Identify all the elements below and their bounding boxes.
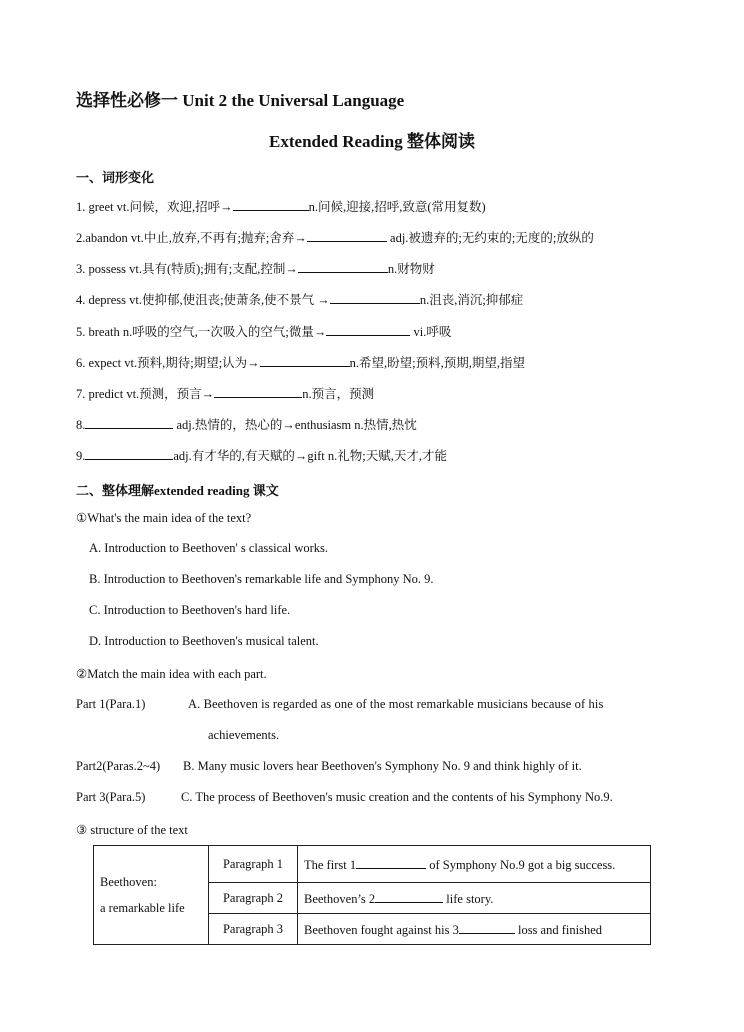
answer-option-d[interactable]: D. Introduction to Beethoven's musical talent.	[89, 634, 319, 648]
vocab-item-6	[76, 353, 525, 372]
vocab-item-text: 4. depress vt.使抑郁,使沮丧;使萧条,使不景气 →	[76, 293, 330, 307]
summary-text: Beethoven fought against his 3	[304, 922, 459, 937]
vocab-item-8	[76, 415, 417, 434]
part-statement-a: A. Beethoven is regarded as one of the most remarkable musicians because of his	[188, 697, 604, 711]
fill-blank[interactable]	[330, 290, 420, 304]
part-label-3: Part 3(Para.5)	[76, 790, 146, 804]
vocab-item-text: n.预言，预测	[302, 387, 375, 401]
vocab-item-9	[76, 446, 447, 465]
vocab-item-text: 7. predict vt.预测，预言→	[76, 387, 215, 401]
question-match: ②Match the main idea with each part.	[76, 667, 267, 681]
fill-blank[interactable]	[85, 446, 173, 460]
paragraph-summary	[298, 883, 651, 914]
section-heading-word-forms: 一、词形变化	[76, 170, 155, 185]
vocab-item-2	[76, 228, 594, 247]
summary-text: life story.	[443, 891, 494, 906]
fill-blank[interactable]	[85, 415, 173, 429]
fill-blank[interactable]	[326, 322, 410, 336]
vocab-item-text: n.财物财	[387, 262, 435, 276]
table-row	[94, 846, 651, 883]
answer-option-c[interactable]: C. Introduction to Beethoven's hard life.	[89, 603, 291, 617]
vocab-item-text: 2.abandon vt.中止,放弃,不再有;抛弃;舍弃→	[76, 231, 307, 245]
fill-blank[interactable]	[375, 890, 443, 903]
part-statement-b: B. Many music lovers hear Beethoven's Symphony No. 9 and think highly of it.	[183, 759, 582, 773]
section-heading-reading: 二、整体理解extended reading 课文	[76, 483, 279, 498]
vocab-item-text: n.问候,迎接,招呼,致意(常用复数)	[308, 200, 486, 214]
summary-text: loss and finished	[514, 922, 602, 937]
vocab-item-text: adj.热情的，热心的→enthusiasm n.热情,热忱	[173, 418, 417, 432]
answer-option-a[interactable]: A. Introduction to Beethoven' s classical works.	[89, 541, 329, 555]
table-left-line: a remarkable life	[100, 901, 185, 915]
fill-blank[interactable]	[298, 259, 388, 273]
vocab-item-1	[76, 197, 486, 216]
vocab-item-text: adj.有才华的,有天赋的→gift n.礼物;天赋,天才,才能	[173, 449, 447, 463]
summary-text: The first 1	[304, 857, 357, 872]
vocab-item-text: 3. possess vt.具有(特质);拥有;支配,控制→	[76, 262, 298, 276]
vocab-item-text: 6. expect vt.预料,期待;期望;认为→	[76, 356, 260, 370]
fill-blank[interactable]	[459, 921, 515, 934]
fill-blank[interactable]	[214, 384, 302, 398]
summary-text: Beethoven’s 2	[304, 891, 376, 906]
table-left-line: Beethoven:	[100, 875, 157, 889]
vocab-item-text: 1. greet vt.问候，欢迎,招呼→	[76, 200, 233, 214]
vocab-item-5	[76, 322, 451, 341]
part-label-1: Part 1(Para.1)	[76, 697, 146, 711]
fill-blank[interactable]	[307, 228, 387, 242]
vocab-item-text: 9.	[76, 449, 86, 463]
fill-blank[interactable]	[356, 856, 426, 869]
paragraph-label: Paragraph 3	[209, 914, 298, 945]
vocab-item-text: n.希望,盼望;预料,预期,期望,指望	[349, 356, 526, 370]
paragraph-summary	[298, 846, 651, 883]
paragraph-summary	[298, 914, 651, 945]
summary-text: of Symphony No.9 got a big success.	[426, 857, 616, 872]
fill-blank[interactable]	[260, 353, 350, 367]
vocab-item-text: adj.被遗弃的;无约束的;无度的;放纵的	[386, 231, 594, 245]
answer-option-b[interactable]: B. Introduction to Beethoven's remarkable life and Symphony No. 9.	[89, 572, 434, 586]
question-structure: ③ structure of the text	[76, 823, 188, 837]
document-subtitle: Extended Reading 整体阅读	[269, 132, 475, 151]
part-statement-c: C. The process of Beethoven's music creation and the contents of his Symphony No.9.	[181, 790, 613, 804]
part-statement-a-continued: achievements.	[208, 728, 280, 742]
vocab-item-7	[76, 384, 374, 403]
vocab-item-text: n.沮丧,消沉;抑郁症	[419, 293, 524, 307]
fill-blank[interactable]	[233, 197, 309, 211]
vocab-item-text: 8.	[76, 418, 86, 432]
vocab-item-4	[76, 290, 523, 309]
question-main-idea: ①What's the main idea of the text?	[76, 511, 252, 525]
vocab-item-text: vi.呼吸	[410, 325, 452, 339]
paragraph-label: Paragraph 2	[209, 883, 298, 914]
structure-table	[93, 845, 651, 945]
part-label-2: Part2(Paras.2~4)	[76, 759, 161, 773]
vocab-item-3	[76, 259, 435, 278]
table-left-cell	[94, 846, 209, 945]
document-title: 选择性必修一 Unit 2 the Universal Language	[76, 91, 405, 110]
paragraph-label: Paragraph 1	[209, 846, 298, 883]
vocab-item-text: 5. breath n.呼吸的空气,一次吸入的空气;微量→	[76, 325, 327, 339]
